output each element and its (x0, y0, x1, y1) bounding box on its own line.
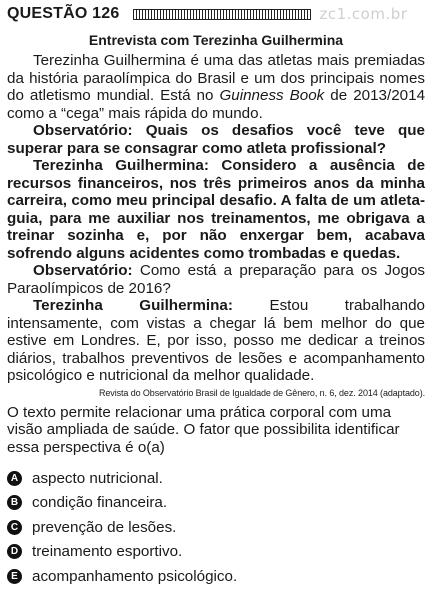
intro-text-1: Terezinha Guilhermina é uma das atletas mais premiadas da história paraolímpica do Brasil e um dos principais nomes do atletismo mundial. Está no (7, 52, 425, 104)
option-e[interactable] (7, 564, 425, 589)
dialogue-paragraph (7, 297, 425, 385)
question-header (7, 4, 425, 24)
source-citation: Revista do Observatório Brasil de Igualdade de Gênero, n. 6, dez. 2014 (adaptado). (98, 387, 425, 398)
dialogue-paragraph (7, 157, 425, 262)
interview-text (7, 52, 425, 385)
option-text: condição financeira. (32, 494, 168, 512)
dialogue-speaker: Observatório: (33, 262, 133, 279)
header-rule (133, 9, 311, 20)
option-b[interactable] (7, 491, 425, 516)
dialogue-text: Como está a preparação para os Jogos Paraolímpicos de 2016? (7, 262, 425, 297)
dialogue-paragraph (7, 262, 425, 297)
watermark: zc1.com.br (319, 5, 408, 23)
intro-paragraph (7, 52, 425, 122)
dialogue-text: Estou trabalhando intensamente, com vistas a chegar lá bem melhor do que estive em Londres. E, por isso, posso me dedicar a treinos diários, trabalhos preventivos de lesões e acompanhamento psicológico e nutricional da melhor qualidade. (7, 297, 425, 384)
option-text: aspecto nutricional. (32, 469, 163, 487)
intro-text-2: de 2013/2014 como a “cega” mais rápida do mundo. (7, 87, 426, 122)
option-d[interactable] (7, 540, 425, 565)
dialogue-speaker: Observatório: (33, 122, 133, 139)
dialogue-speaker: Terezinha Guilhermina: (33, 157, 209, 174)
question-stem: O texto permite relacionar uma prática corporal com uma visão ampliada de saúde. O fator que possibilita identificar essa perspectiva é o(a) (7, 403, 400, 456)
dialogue-text: Considero a ausência de recursos financeiros, nos três primeiros anos da minha carreira, como meu principal desafio. A falta de um atleta-guia, para me auxiliar nos treinamentos, me obrigava a treinar sozinha e, por não enxergar bem, acabava sofrendo alguns acidentes como trombadas e quedas. (7, 157, 426, 262)
option-letter-badge: D (7, 544, 22, 559)
option-letter-badge: B (7, 495, 22, 510)
intro-book-title: Guinness Book (219, 87, 325, 104)
option-c[interactable] (7, 515, 425, 540)
option-letter-badge: C (7, 520, 22, 535)
option-text: treinamento esportivo. (32, 543, 183, 561)
answer-options (7, 466, 425, 589)
option-text: prevenção de lesões. (32, 518, 177, 536)
option-a[interactable] (7, 466, 425, 491)
option-letter-badge: E (7, 569, 22, 584)
dialogue-paragraph (7, 122, 425, 157)
dialogue-speaker: Terezinha Guilhermina: (33, 297, 233, 314)
dialogue-text: Quais os desafios você teve que superar para se consagrar como atleta profissional? (7, 122, 425, 157)
option-letter-badge: A (7, 471, 22, 486)
option-text: acompanhamento psicológico. (32, 567, 238, 585)
interview-title: Entrevista com Terezinha Guilhermina (88, 32, 344, 48)
question-number: QUESTÃO 126 (7, 5, 120, 22)
